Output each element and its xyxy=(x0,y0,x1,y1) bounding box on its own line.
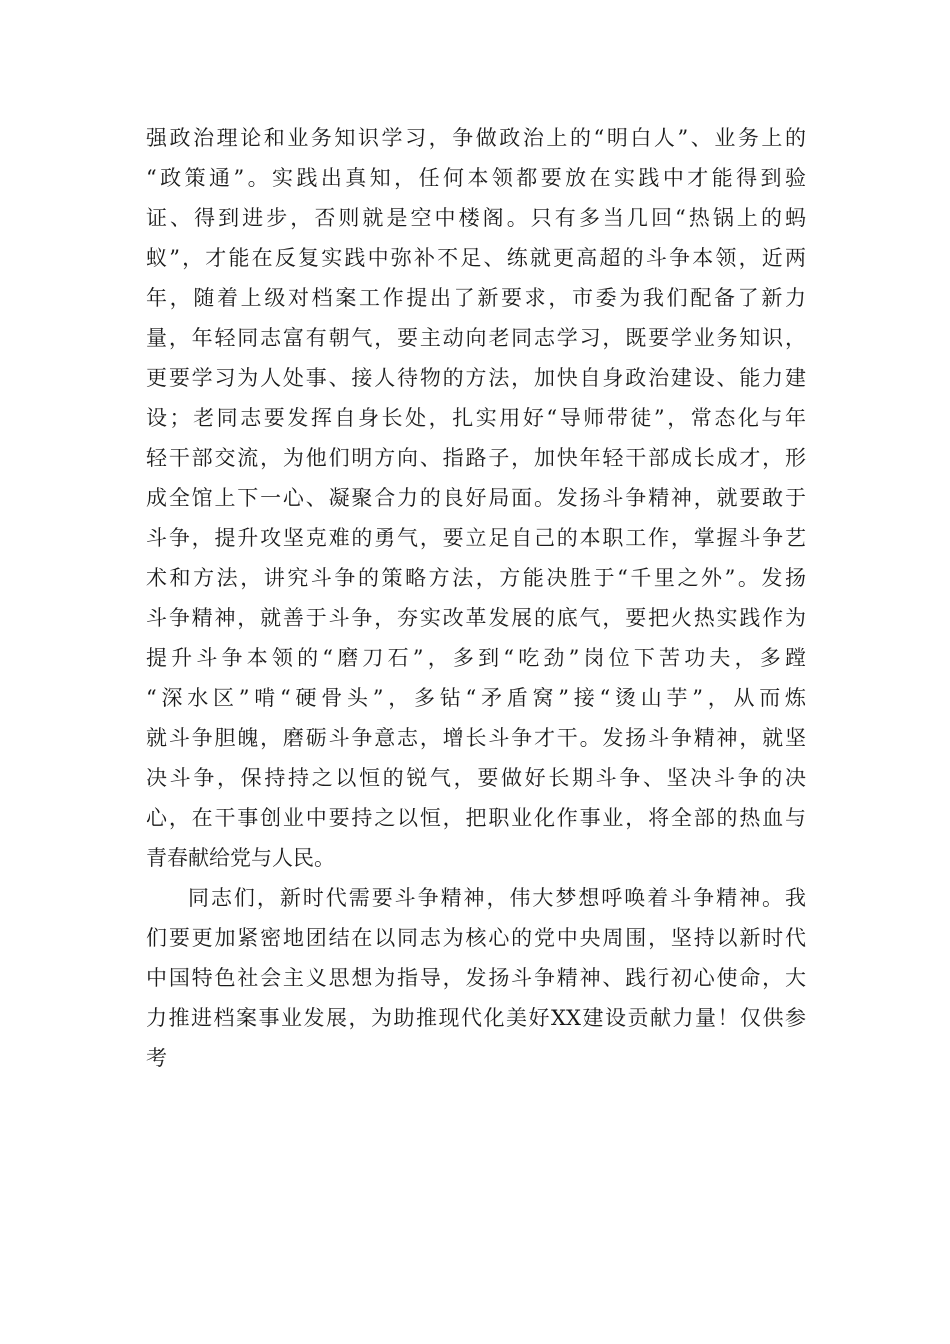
paragraph-line: 中国特色社会主义思想为指导，发扬斗争精神、践行初心使命，大 xyxy=(146,966,806,990)
paragraph-line: 成全馆上下一心、凝聚合力的良好局面。发扬斗争精神，就要敢于 xyxy=(146,486,806,510)
paragraph-line: 们要更加紧密地团结在以同志为核心的党中央周围，坚持以新时代 xyxy=(146,926,806,950)
paragraph-line: 心，在干事创业中要持之以恒，把职业化作事业，将全部的热血与 xyxy=(146,806,806,830)
paragraph-line: 力推进档案事业发展，为助推现代化美好XX建设贡献力量！仅供参 xyxy=(146,1006,806,1030)
paragraph-line: 更要学习为人处事、接人待物的方法，加快自身政治建设、能力建 xyxy=(146,366,806,390)
paragraph-line: 同志们，新时代需要斗争精神，伟大梦想呼唤着斗争精神。我 xyxy=(188,886,806,910)
paragraph-line: 证、得到进步，否则就是空中楼阁。只有多当几回“热锅上的蚂 xyxy=(146,206,806,230)
paragraph-line: 轻干部交流，为他们明方向、指路子，加快年轻干部成长成才，形 xyxy=(146,446,806,470)
paragraph-line: 斗争，提升攻坚克难的勇气，要立足自己的本职工作，掌握斗争艺 xyxy=(146,526,806,550)
paragraph-line: 强政治理论和业务知识学习，争做政治上的“明白人”、业务上的 xyxy=(146,126,806,150)
paragraph-line: 考 xyxy=(146,1046,167,1070)
paragraph-line: 就斗争胆魄，磨砺斗争意志，增长斗争才干。发扬斗争精神，就坚 xyxy=(146,726,806,750)
paragraph-2 xyxy=(146,878,806,1078)
paragraph-1 xyxy=(146,118,806,878)
paragraph-line: “政策通”。实践出真知，任何本领都要放在实践中才能得到验 xyxy=(146,166,806,190)
document-body xyxy=(146,118,806,1078)
paragraph-line: 决斗争，保持持之以恒的锐气，要做好长期斗争、坚决斗争的决 xyxy=(146,766,806,790)
paragraph-line: 量，年轻同志富有朝气，要主动向老同志学习，既要学业务知识， xyxy=(146,326,806,350)
paragraph-line: “深水区”啃“硬骨头”，多钻“矛盾窝”接“烫山芋”，从而炼 xyxy=(146,686,806,710)
paragraph-line: 斗争精神，就善于斗争，夯实改革发展的底气，要把火热实践作为 xyxy=(146,606,806,630)
paragraph-line: 年，随着上级对档案工作提出了新要求，市委为我们配备了新力 xyxy=(146,286,806,310)
paragraph-line: 青春献给党与人民。 xyxy=(146,846,335,870)
paragraph-line: 蚁”，才能在反复实践中弥补不足、练就更高超的斗争本领，近两 xyxy=(146,246,806,270)
paragraph-line: 提升斗争本领的“磨刀石”，多到“吃劲”岗位下苦功夫，多蹚 xyxy=(146,646,806,670)
paragraph-line: 术和方法，讲究斗争的策略方法，方能决胜于“千里之外”。发扬 xyxy=(146,566,806,590)
paragraph-line: 设；老同志要发挥自身长处，扎实用好“导师带徒”，常态化与年 xyxy=(146,406,806,430)
